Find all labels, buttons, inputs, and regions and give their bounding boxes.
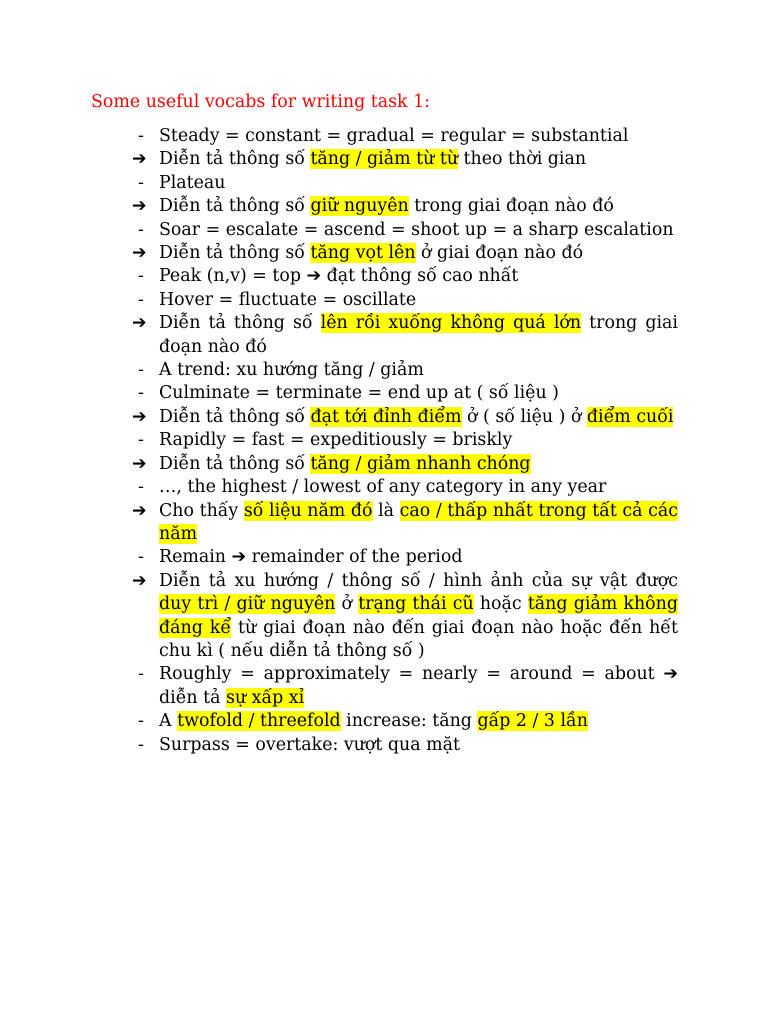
highlighted-text: cao / thấp nhất trong tất cả các năm (159, 500, 678, 544)
highlighted-text: lên rồi xuống không quá lớn (320, 313, 582, 334)
dash-bullet: - (138, 266, 144, 287)
dash-bullet: - (138, 172, 144, 193)
item-text: Steady = constant = gradual = regular = substantial (159, 126, 629, 146)
item-text: Diễn tả xu hướng / thông số / hình ảnh của sự vật được (159, 570, 678, 591)
list-item (138, 359, 678, 382)
highlighted-text: tăng / giảm nhanh chóng (310, 453, 531, 474)
item-text: Soar = escalate = ascend = shoot up = a sharp escalation (159, 219, 674, 240)
list-item (132, 312, 678, 359)
arrow-bullet-icon: ➔ (132, 149, 147, 170)
arrow-bullet-icon: ➔ (132, 570, 147, 591)
list-item (132, 406, 678, 429)
highlighted-text: twofold / threefold (177, 711, 341, 732)
arrow-bullet-icon: ➔ (132, 243, 147, 264)
item-text: Hover = fluctuate = oscillate (159, 289, 417, 310)
dash-bullet: - (138, 430, 144, 451)
list-item (138, 429, 678, 452)
list-item (138, 265, 678, 288)
dash-bullet: - (138, 477, 144, 498)
item-text: trong giai đoạn nào đó (408, 196, 614, 217)
item-text: theo thời gian (458, 149, 587, 170)
arrow-bullet-icon: ➔ (132, 196, 147, 217)
arrow-bullet-icon: ➔ (132, 313, 147, 334)
dash-bullet: - (138, 547, 144, 568)
item-text: increase: tăng (340, 711, 478, 732)
vocab-list (132, 125, 678, 757)
highlighted-text: tăng vọt lên (310, 243, 416, 264)
arrow-bullet-icon: ➔ (132, 453, 147, 474)
item-text: Diễn tả thông số (159, 196, 311, 217)
list-item (138, 382, 678, 405)
item-text: Roughly = approximately = nearly = around = about ➔ diễn tả (159, 664, 678, 708)
list-item (132, 195, 678, 218)
list-item (138, 172, 678, 195)
item-text: Cho thấy (159, 500, 244, 521)
highlighted-text: sự xấp xỉ (226, 687, 305, 708)
list-item (138, 219, 678, 242)
list-item (132, 570, 678, 664)
item-text: hoặc (473, 594, 528, 615)
item-text: Rapidly = fast = expeditiously = briskly (159, 430, 513, 451)
highlighted-text: tăng / giảm từ từ (310, 149, 459, 170)
item-text: trong giai đoạn nào đó (159, 313, 678, 357)
dash-bullet: - (138, 360, 144, 381)
item-text: Diễn tả thông số (159, 313, 321, 334)
list-item (132, 500, 678, 547)
document-title: Some useful vocabs for writing task 1: (91, 92, 431, 112)
highlighted-text: đạt tới đỉnh điểm (310, 406, 462, 427)
highlighted-text: số liệu năm đó (243, 500, 373, 521)
highlighted-text: gấp 2 / 3 lần (477, 711, 588, 732)
list-item (138, 663, 678, 710)
list-item (138, 546, 678, 569)
dash-bullet: - (138, 383, 144, 404)
arrow-bullet-icon: ➔ (132, 406, 147, 427)
dash-bullet: - (138, 219, 144, 240)
list-item (138, 710, 678, 733)
item-text: ở ( số liệu ) ở (461, 406, 587, 427)
item-text: Diễn tả thông số (159, 453, 311, 474)
item-text: A trend: xu hướng tăng / giảm (159, 360, 424, 381)
item-text: là (372, 500, 400, 521)
item-text: Plateau (159, 172, 226, 193)
item-text: ở (335, 594, 359, 615)
highlighted-text: trạng thái cũ (358, 594, 474, 615)
dash-bullet: - (138, 711, 144, 732)
item-text: Culminate = terminate = end up at ( số liệu ) (159, 383, 559, 404)
item-text: từ giai đoạn nào đến giai đoạn nào hoặc đến hết chu kì ( nếu diễn tả thông số ) (159, 617, 678, 661)
highlighted-text: điểm cuối (586, 406, 674, 427)
list-item (132, 148, 678, 171)
highlighted-text: tăng giảm không đáng kể (159, 594, 678, 638)
dash-bullet: - (138, 734, 144, 755)
item-text: A (159, 711, 178, 732)
item-text: Surpass = overtake: vượt qua mặt (159, 734, 460, 755)
item-text: Diễn tả thông số (159, 149, 311, 170)
item-text: Peak (n,v) = top ➔ đạt thông số cao nhất (159, 266, 519, 287)
list-item (138, 476, 678, 499)
dash-bullet: - (138, 289, 144, 310)
list-item (132, 242, 678, 265)
list-item (138, 734, 678, 757)
item-text: ở giai đoạn nào đó (415, 243, 584, 264)
item-text: …, the highest / lowest of any category in any year (159, 477, 607, 498)
item-text: Diễn tả thông số (159, 243, 311, 264)
dash-bullet: - (138, 664, 144, 685)
list-item (132, 453, 678, 476)
list-item (138, 289, 678, 312)
list-item (138, 125, 678, 148)
item-text: Remain ➔ remainder of the period (159, 547, 463, 568)
item-text: Diễn tả thông số (159, 406, 311, 427)
highlighted-text: duy trì / giữ nguyên (159, 594, 336, 615)
highlighted-text: giữ nguyên (310, 196, 409, 217)
arrow-bullet-icon: ➔ (132, 500, 147, 521)
dash-bullet: - (138, 126, 144, 146)
